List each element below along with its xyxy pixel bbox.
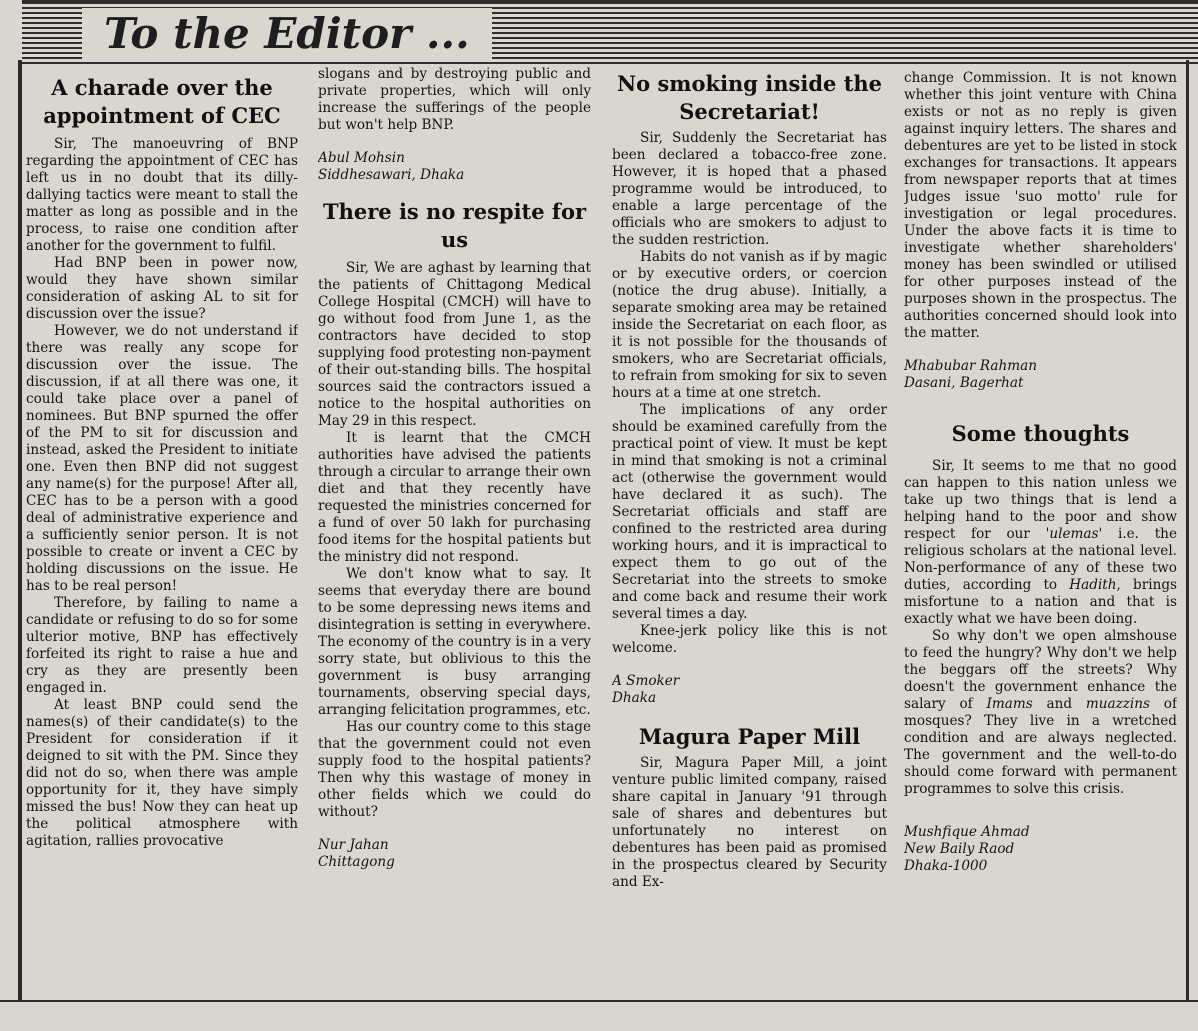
- text-run: and: [1032, 696, 1086, 712]
- letter-title-no-smoking: No smoking inside the Secretariat!: [616, 71, 883, 124]
- letter-smoking-paragraph: Habits do not vanish as if by magic or by executive orders, or coercion (notice the drug abuse). Initially, a separate smoking area may be retained inside the Secretariat on each floor, as it is not possible for the thousands of smokers, who are Secretariat officials, to refrain from smoking for six to seven hours at a time at one stretch.: [612, 249, 887, 401]
- letter-cec-paragraph: Therefore, by failing to name a candidate or refusing to do so for some ulterior motive, BNP has effectively forfeited its right to raise a hue and cry as they are presently been engaged in.: [26, 595, 298, 696]
- signature-city: Dhaka-1000: [904, 858, 988, 874]
- text-run: So why don't we open almshouse to feed the hungry? Why don't we help the beggars off the streets? Why doesn't the government enhance the salary of: [904, 628, 1177, 712]
- letter-cec-paragraph: Had BNP been in power now, would they have shown similar consideration of asking AL to sit for discussion over the issue?: [26, 255, 298, 322]
- text-run: Sir, It seems to me that no good can happen to this nation unless we take up two things that is lend a helping hand to the poor and show respect for our: [904, 458, 1177, 542]
- letter-smoking-paragraph: The implications of any order should be examined carefully from the practical point of view. It must be kept in mind that smoking is not a criminal act (otherwise the government would have declared it as such). The Secretariat officials and staff are confined to the restricted area during working hours, and it is impractical to expect them to go out of the Secretariat into the streets to smoke and come back and resume their work several times a day.: [612, 402, 887, 622]
- left-border-rule: [18, 60, 22, 1001]
- letter-respite-paragraph: Sir, We are aghast by learning that the patients of Chittagong Medical College Hospital (CMCH) will have to go without food from June 1, as the contractors have decided to stop supplying food protesting non-payment of their out-standing bills. The hospital sources said the contractors issued a notice to the hospital authorities on May 29 in this respect.: [318, 260, 591, 429]
- letter-smoking-paragraph: Sir, Suddenly the Secretariat has been declared a tobacco-free zone. However, it is hoped that a phased programme would be introduced, to enable a large percentage of the officials who are smokers to adjust to the sudden restriction.: [612, 130, 887, 248]
- signature-place: Chittagong: [318, 854, 395, 870]
- column-1: [26, 62, 298, 1002]
- signature-street: New Baily Raod: [904, 841, 1015, 857]
- signature-name: Mhabubar Rahman: [904, 358, 1038, 374]
- signature-place: Siddhesawari, Dhaka: [318, 167, 465, 183]
- letter-cec-paragraph: At least BNP could send the names(s) of their candidate(s) to the President for consideration if it deigned to sit with the PM. Since they did not do so, when there was ample opportunity for it, they have simply missed the bus! Now they can heat up the political atmosphere with agitation, rallies provocative: [26, 697, 298, 849]
- signature-name: A Smoker: [612, 673, 680, 689]
- letter-magura-paragraph: Sir, Magura Paper Mill, a joint venture public limited company, raised share capital in January '91 through sale of shares and debentures but unfortunately no interest on debentures has been paid as promised in the prospectus cleared by Security and Ex-: [612, 755, 887, 890]
- signature-place: Dhaka: [612, 690, 657, 706]
- letter-thoughts-paragraph: [904, 458, 1177, 628]
- column-3: [612, 62, 887, 1002]
- letter-respite-paragraph: It is learnt that the CMCH authorities have advised the patients through a circular to arrange their own diet and that they recently have requested the ministries concerned for a fund of over 50 lakh for purchasing food items for the hospital patients but the ministry did not respond.: [318, 430, 591, 565]
- signature-name: Nur Jahan: [318, 837, 389, 853]
- letter-title-respite: There is no respite for us: [322, 199, 587, 252]
- text-run: of mosques? They live in a wretched condition and are always neglected. The government and the well-to-do should come forward with permanent programmes to solve this crisis.: [904, 696, 1177, 797]
- signature-name: Mushfique Ahmad: [904, 824, 1030, 840]
- letter-thoughts-paragraph: [904, 628, 1177, 798]
- letter-title-magura: Magura Paper Mill: [638, 724, 861, 749]
- signature-place: Dasani, Bagerhat: [904, 375, 1024, 391]
- masthead-rules: [22, 0, 1198, 64]
- text-run: i.e. the religious scholars at the national level. Non-performance of any of these two duties, according to: [904, 526, 1177, 593]
- column-4: [904, 62, 1177, 1002]
- italic-term: Imams: [986, 696, 1033, 712]
- right-border-rule: [1186, 60, 1189, 1001]
- letter-smoking-paragraph: Knee-jerk policy like this is not welcome.: [612, 623, 887, 656]
- letter-respite-paragraph: Has our country come to this stage that the government could not even supply food to the hospital patients? Then why this wastage of money in other fields which we could do without?: [318, 719, 591, 820]
- column-2: [318, 62, 591, 1002]
- italic-term: muazzins: [1085, 696, 1150, 712]
- letter-cec-paragraph: Sir, The manoeuvring of BNP regarding the appointment of CEC has left us in no doubt that its dilly-dallying tactics were meant to stall the matter as long as possible and in the process, to raise one condition after another for the government to fulfil.: [26, 136, 298, 254]
- signature-name: Abul Mohsin: [318, 150, 405, 166]
- letter-title-some-thoughts: Some thoughts: [951, 421, 1130, 446]
- letter-respite-paragraph: We don't know what to say. It seems that everyday there are bound to be some depressing news items and disintegration is setting in everywhere. The economy of the country is in a very sorry state, but oblivious to this the government is busy arranging tournaments, observing special days, arranging felicitation programmes, etc.: [318, 566, 591, 718]
- letter-cec-paragraph: However, we do not understand if there was really any scope for discussion over the issue. The discussion, if at all there was one, it could take place over a panel of nominees. But BNP spurned the offer of the PM to sit for discussion and instead, asked the President to initiate one. Even then BNP did not suggest any name(s) for the purpose! After all, CEC has to be a person with a good deal of administrative experience and a sufficiently senior person. It is not possible to create or invent a CEC by holding discussions on the issue. He has to be real person!: [26, 323, 298, 594]
- italic-term: 'ulemas': [1045, 526, 1103, 542]
- letter-cec-continuation: slogans and by destroying public and private properties, which will only increase the sufferings of the people but won't help BNP.: [318, 66, 591, 133]
- letter-title-cec: A charade over the appointment of CEC: [43, 75, 281, 128]
- text-run: , brings misfortune to a nation and that is exactly what we have been doing.: [904, 577, 1177, 627]
- letter-magura-continuation: change Commission. It is not known whether this joint venture with China exists or not as no reply is given against inquiry letters. The shares and debentures are yet to be listed in stock exchanges for transactions. It appears from newspaper reports that at times Judges issue 'suo motto' rule for investigation or legal procedures. Under the above facts it is time to investigate whether shareholders' money has been swindled or utilised for other purposes instead of the purposes shown in the prospectus. The authorities concerned should look into the matter.: [904, 70, 1177, 341]
- italic-term: Hadith: [1069, 577, 1117, 593]
- section-title: To the Editor ...: [82, 8, 492, 60]
